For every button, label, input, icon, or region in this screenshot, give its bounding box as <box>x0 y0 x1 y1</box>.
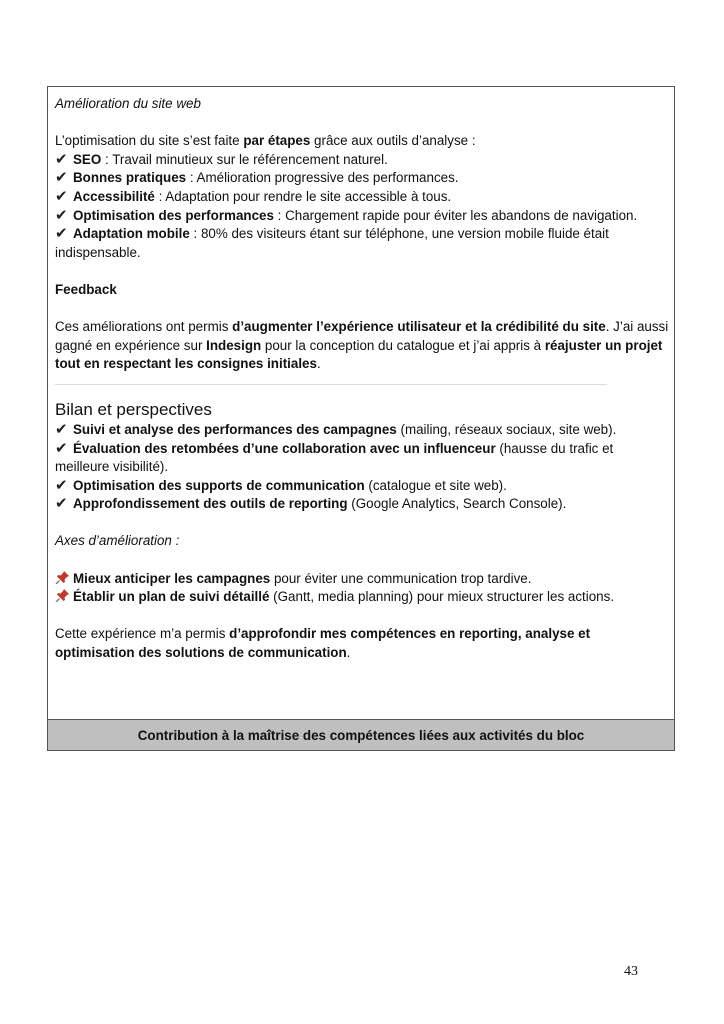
competence-footer-bar: Contribution à la maîtrise des compétences liées aux activités du bloc <box>48 719 674 750</box>
checkmark-icon: ✔ <box>55 420 68 438</box>
checkmark-icon: ✔ <box>55 476 68 494</box>
checkmark-icon: ✔ <box>55 187 68 205</box>
feedback-paragraph: Ces améliorations ont permis d’augmenter l’expérience utilisateur et la crédibilité du site. J’ai aussi gagné en expérience sur Indesign pour la conception du catalogue et j’ai appris à réajuster un projet tout en respectant les consignes initiales. <box>55 319 669 372</box>
feedback-heading: Feedback <box>55 281 117 297</box>
intro-paragraph: L’optimisation du site s’est faite par étapes grâce aux outils d’analyse : <box>55 133 476 149</box>
bilan-heading: Bilan et perspectives <box>55 399 212 419</box>
checkmark-icon: ✔ <box>55 439 68 457</box>
list-item: ✔ SEO : Travail minutieux sur le référencement naturel. <box>55 150 388 168</box>
list-item: ✔ Adaptation mobile : 80% des visiteurs étant sur téléphone, une version mobile fluide était indispensable. <box>55 225 609 260</box>
axes-heading: Axes d’amélioration : <box>55 533 180 549</box>
page-number: 43 <box>624 964 638 979</box>
checkmark-icon: ✔ <box>55 495 68 513</box>
list-item: ✔ Bonnes pratiques : Amélioration progressive des performances. <box>55 169 459 187</box>
list-item: ✔ Suivi et analyse des performances des campagnes (mailing, réseaux sociaux, site web). <box>55 420 617 438</box>
list-item: ✔ Évaluation des retombées d’une collaboration avec un influenceur (hausse du trafic et meilleure visibilité). <box>55 439 614 475</box>
content-body <box>55 95 669 663</box>
list-item: Mieux anticiper les campagnes pour éviter une communication trop tardive. <box>55 570 669 589</box>
pushpin-icon <box>55 589 70 602</box>
pushpin-icon <box>55 571 70 584</box>
checkmark-icon: ✔ <box>55 169 68 187</box>
list-item: ✔ Optimisation des performances : Chargement rapide pour éviter les abandons de navigation. <box>55 206 638 224</box>
checkmark-icon: ✔ <box>55 206 68 224</box>
list-item: ✔ Optimisation des supports de communication (catalogue et site web). <box>55 476 507 494</box>
content-frame <box>47 86 675 751</box>
conclusion-paragraph: Cette expérience m’a permis d’approfondir mes compétences en reporting, analyse et optimisation des solutions de communication. <box>55 626 591 661</box>
list-item: ✔ Accessibilité : Adaptation pour rendre le site accessible à tous. <box>55 187 452 205</box>
list-item: Établir un plan de suivi détaillé (Gantt, media planning) pour mieux structurer les actions. <box>55 588 669 607</box>
checkmark-icon: ✔ <box>55 150 68 168</box>
checkmark-icon: ✔ <box>55 225 68 243</box>
section-divider <box>55 384 607 385</box>
section-heading: Amélioration du site web <box>55 96 201 111</box>
list-item: ✔ Approfondissement des outils de reporting (Google Analytics, Search Console). <box>55 495 567 513</box>
